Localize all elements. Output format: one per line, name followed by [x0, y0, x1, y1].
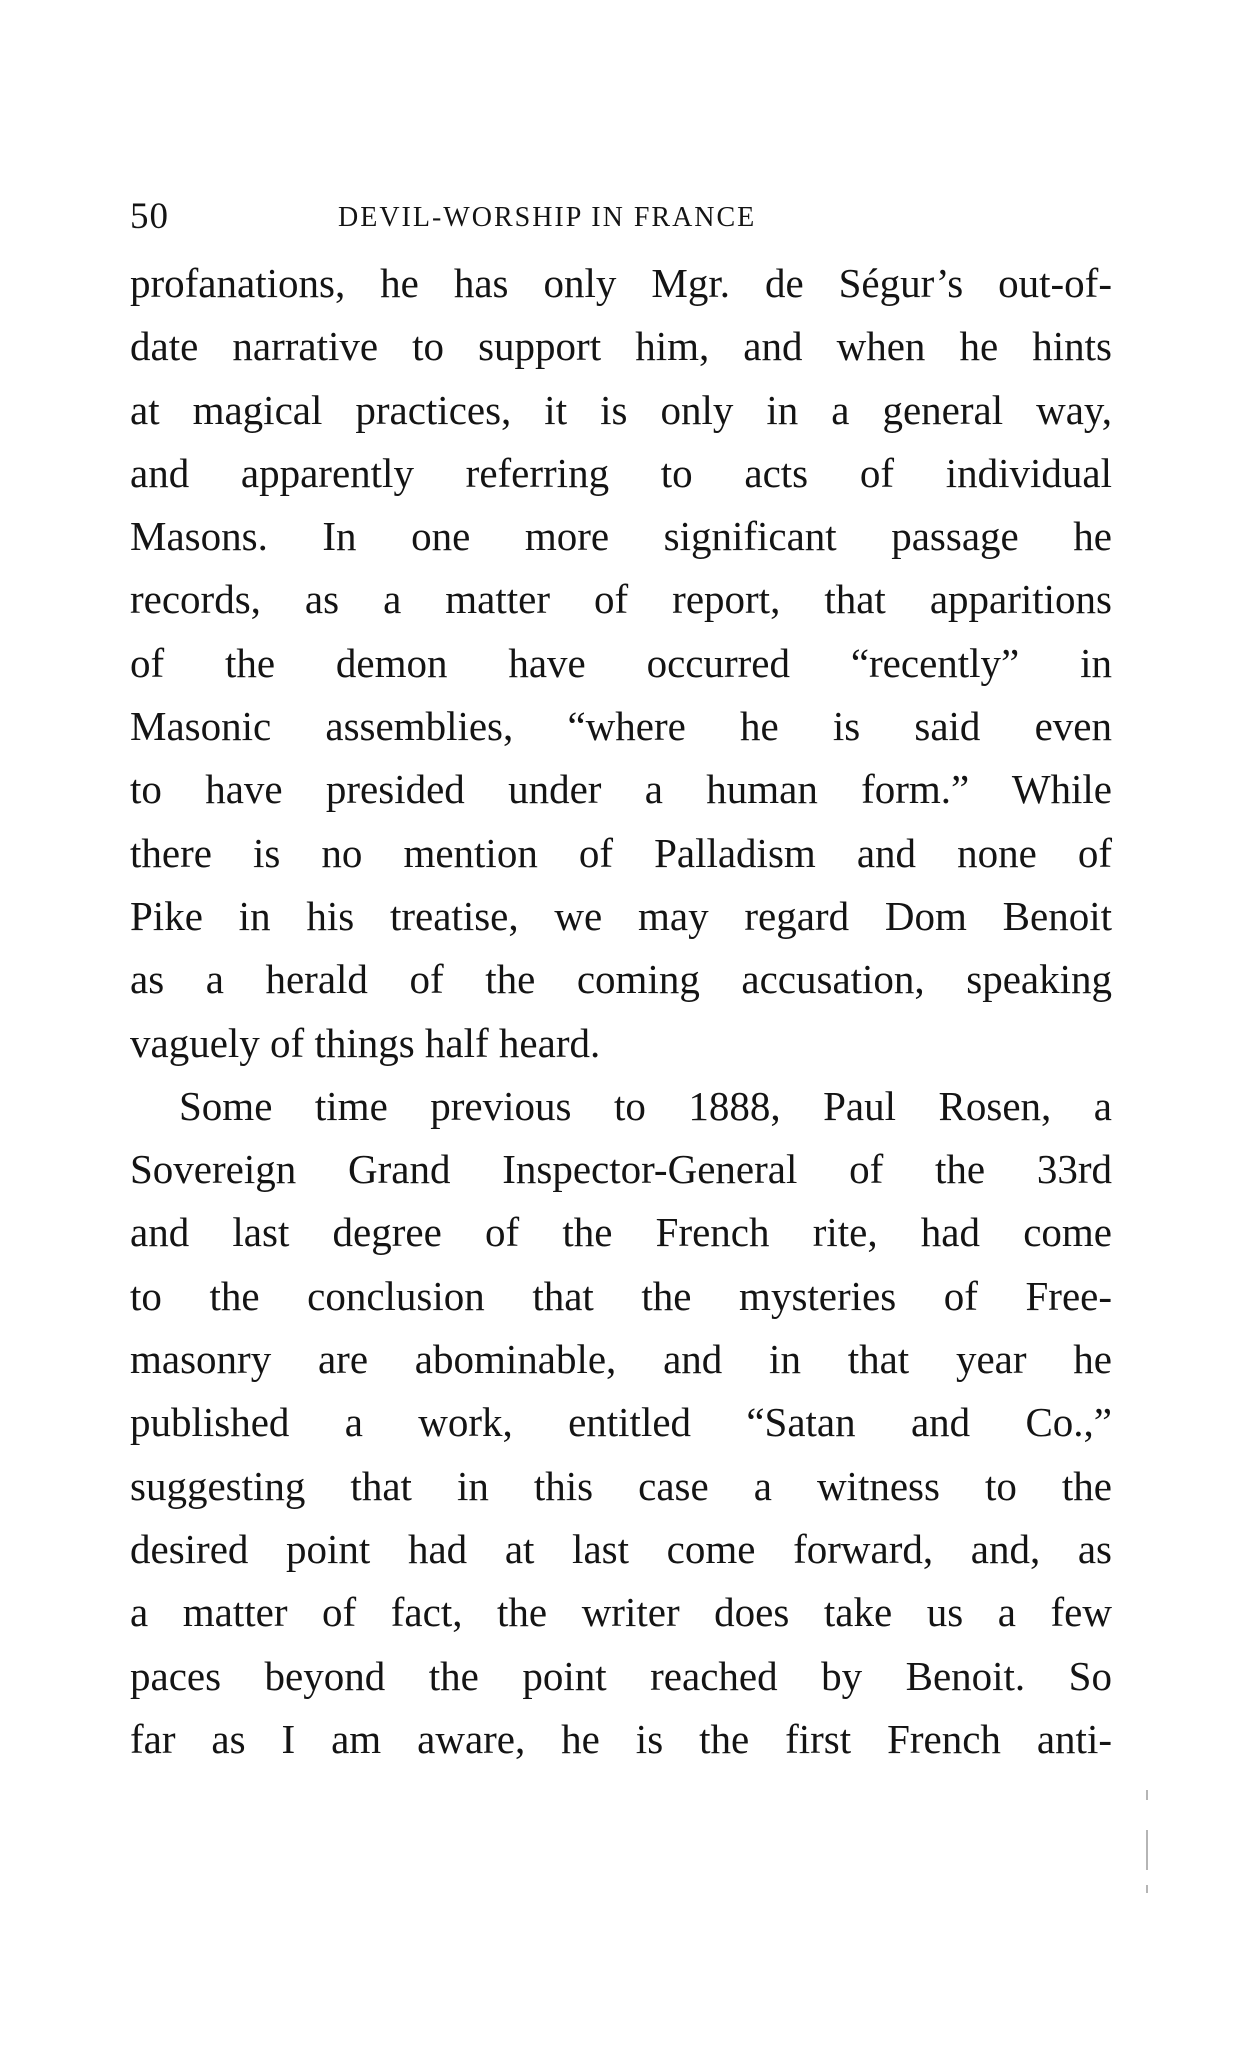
text-line: Some time previous to 1888, Paul Rosen, a	[179, 1082, 1112, 1129]
text-line: Masonic assemblies, “where he is said even	[130, 703, 1112, 750]
body-text	[130, 252, 1112, 1771]
text-line: masonry are abominable, and in that year he	[130, 1336, 1112, 1383]
page-header	[130, 192, 1130, 242]
scan-speck	[1146, 1830, 1148, 1870]
text-line: profanations, he has only Mgr. de Ségur’s out-of-	[130, 260, 1112, 306]
running-head: DEVIL-WORSHIP IN FRANCE	[338, 202, 757, 233]
text-line: to the conclusion that the mysteries of Free-	[130, 1272, 1112, 1319]
scan-speck	[1146, 1885, 1148, 1893]
page-number: 50	[130, 196, 169, 237]
paragraph	[130, 252, 1112, 1075]
text-line: vaguely of things half heard.	[130, 1019, 601, 1066]
text-line: of the demon have occurred “recently” in	[130, 639, 1112, 686]
text-line: there is no mention of Palladism and none of	[130, 829, 1112, 876]
text-line: to have presided under a human form.” While	[130, 766, 1112, 813]
text-line: records, as a matter of report, that apparitions	[130, 576, 1112, 623]
paragraph	[130, 1075, 1112, 1771]
text-line: a matter of fact, the writer does take us a few	[130, 1589, 1112, 1636]
text-line: Sovereign Grand Inspector-General of the 33rd	[130, 1146, 1112, 1193]
text-line: at magical practices, it is only in a general way,	[130, 386, 1112, 433]
scan-speck	[1146, 1790, 1148, 1800]
text-line: Pike in his treatise, we may regard Dom Benoit	[130, 892, 1112, 939]
text-line: and apparently referring to acts of individual	[130, 449, 1112, 496]
text-line: Masons. In one more significant passage he	[130, 513, 1112, 560]
text-line: as a herald of the coming accusation, speaking	[130, 956, 1112, 1003]
text-line: and last degree of the French rite, had come	[130, 1209, 1112, 1256]
text-line: published a work, entitled “Satan and Co.,”	[130, 1399, 1112, 1446]
text-line: paces beyond the point reached by Benoit. So	[130, 1652, 1112, 1699]
text-line: suggesting that in this case a witness to the	[130, 1462, 1112, 1509]
text-line: far as I am aware, he is the first French anti-	[130, 1715, 1112, 1762]
text-line: desired point had at last come forward, and, as	[130, 1525, 1112, 1572]
text-line: date narrative to support him, and when he hints	[130, 323, 1112, 370]
